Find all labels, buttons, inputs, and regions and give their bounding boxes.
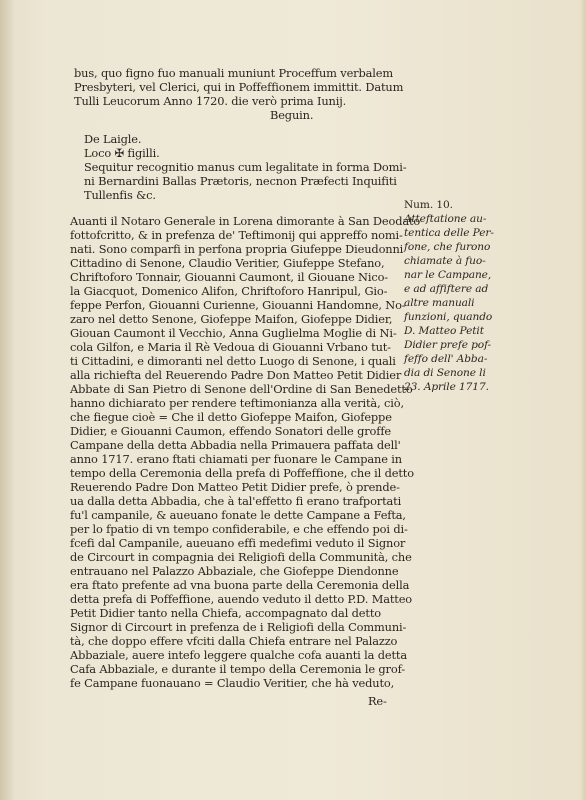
seal-line: Loco ✠ figilli. [84, 146, 160, 160]
body-line: Cittadino di Senone, Claudio Veritier, Giufeppe Stefano, [70, 256, 385, 270]
body-line: Cafa Abbaziale, e durante il tempo della Ceremonia le grof- [70, 662, 405, 676]
body-line: fcefi dal Campanile, aueuano effi medefimi veduto il Signor [70, 536, 406, 550]
margin-note-line: nar le Campane, [404, 269, 492, 281]
margin-note-line: dia di Senone li [404, 367, 486, 379]
body-line: zaro nel detto Senone, Giofeppe Maifon, Giofeppe Didier, [70, 312, 393, 326]
body-line: che fiegue cioè = Che il detto Giofeppe Maifon, Giofeppe [70, 410, 392, 424]
body-line: cola Gilfon, e Maria il Rè Vedoua di Giouanni Vrbano tut- [70, 340, 391, 354]
body-line: Didier, e Giouanni Caumon, effendo Sonatori delle groffe [70, 424, 391, 438]
body-line: anno 1717. erano ftati chiamati per fuonare le Campane in [70, 452, 402, 466]
margin-note-number: Num. 10. [404, 199, 453, 211]
margin-note-line: funzioni, quando [404, 311, 493, 323]
body-line: per lo fpatio di vn tempo confiderabile, e che effendo poi di- [70, 522, 408, 536]
body-line: fe Campane fuonauano = Claudio Veritier, che hà veduto, [70, 676, 395, 690]
body-line: ua dalla detta Abbadia, che à tal'effetto fi erano trafportati [70, 494, 402, 508]
body-line: de Circourt in compagnia dei Religiofi della Communità, che [70, 550, 412, 564]
margin-note-line: Atteftatione au- [404, 213, 487, 225]
body-line: Reuerendo Padre Don Matteo Petit Didier prefe, ò prende- [70, 480, 400, 494]
seal-line: De Laigle. [84, 132, 142, 146]
body-line: la Giacquot, Domenico Alifon, Chriftoforo Hanripul, Gio- [70, 284, 388, 298]
body-line: Giouan Caumont il Vecchio, Anna Guglielma Moglie di Ni- [70, 326, 397, 340]
margin-note-line: tentica delle Per- [404, 227, 494, 239]
body-line: Petit Didier tanto nella Chiefa, accompagnato dal detto [70, 606, 381, 620]
body-line: alla richiefta del Reuerendo Padre Don Matteo Petit Didier [70, 368, 402, 382]
body-line: fu'l campanile, & aueuano fonate le dette Campane a Fefta, [70, 508, 406, 522]
body-line: nati. Sono comparfi in perfona propria Giufeppe Dieudonni [70, 242, 404, 256]
margin-note-line: e ad affiftere ad [404, 283, 489, 295]
body-line: fottofcritto, & in prefenza de' Teftimonij qui appreffo nomi- [70, 228, 403, 242]
body-line: Signor di Circourt in prefenza de i Religiofi della Communi- [70, 620, 407, 634]
margin-note-line: fone, che furono [404, 241, 491, 253]
body-line: Auanti il Notaro Generale in Lorena dimorante à San Deodato [70, 214, 421, 228]
margin-note-line: D. Matteo Petit [404, 325, 484, 337]
margin-note-line: chiamate à fuo- [404, 255, 486, 267]
body-line: hanno dichiarato per rendere teftimonianza alla verità, ciò, [70, 396, 404, 410]
margin-note-line: feffo dell' Abba- [404, 353, 488, 365]
seal-line: ni Bernardini Ballas Prætoris, necnon Præfecti Inquifiti [84, 174, 397, 188]
margin-note-line: altre manuali [404, 297, 475, 309]
body-line: tà, che doppo effere vfciti dalla Chiefa entrare nel Palazzo [70, 634, 398, 648]
margin-note-line: Didier prefe pof- [404, 339, 492, 351]
margin-note-line: 23. Aprile 1717. [404, 381, 489, 393]
top-text-line: Presbyteri, vel Clerici, qui in Poffeffionem immittit. Datum [74, 80, 404, 94]
body-line: tempo della Ceremonia della prefa di Poffeffione, che il detto [70, 466, 414, 480]
body-line: Campane della detta Abbadia nella Primauera paffata dell' [70, 438, 401, 452]
seal-line: Tullenfis &c. [84, 188, 156, 202]
body-line: entrauano nel Palazzo Abbaziale, che Giofeppe Diendonne [70, 564, 399, 578]
body-line: Abbaziale, auere intefo leggere qualche cofa auanti la detta [70, 648, 407, 662]
body-line: detta prefa di Poffeffione, auendo veduto il detto P.D. Matteo [70, 592, 412, 606]
top-text-line: bus, quo figno fuo manuali muniunt Proceffum verbalem [74, 66, 393, 80]
signature-name: Beguin. [270, 108, 314, 122]
catchword: Re- [368, 694, 387, 708]
body-line: feppe Perfon, Giouanni Curienne, Giouanni Handomne, No- [70, 298, 406, 312]
body-line: Chriftoforo Tonnair, Giouanni Caumont, il Giouane Nico- [70, 270, 388, 284]
body-line: ti Cittadini, e dimoranti nel detto Luogo di Senone, i quali [70, 354, 396, 368]
top-text-line: Tulli Leucorum Anno 1720. die verò prima Iunij. [74, 94, 347, 108]
seal-line: Sequitur recognitio manus cum legalitate in forma Domi- [84, 160, 407, 174]
body-line: era ftato prefente ad vna buona parte della Ceremonia della [70, 578, 410, 592]
body-line: Abbate di San Pietro di Senone dell'Ordine di San Benedetto [70, 382, 413, 396]
